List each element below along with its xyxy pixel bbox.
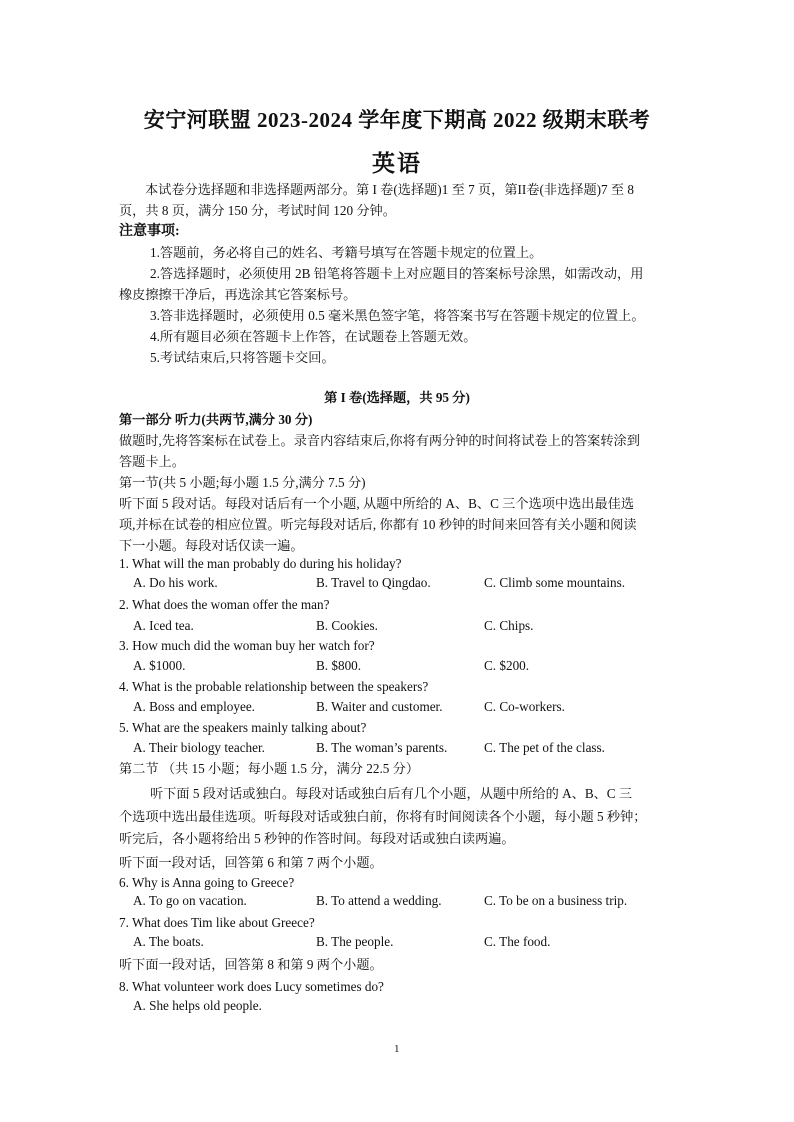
option-c: C. Climb some mountains. bbox=[484, 575, 626, 590]
section1-instruction: 听下面 5 段对话。每段对话后有一个小题, 从题中所给的 A、B、C 三个选项中选出最佳选 bbox=[119, 496, 635, 511]
option-c: C. Chips. bbox=[484, 618, 534, 633]
note-item: 4.所有题目必须在答题卡上作答，在试题卷上答题无效。 bbox=[150, 329, 477, 344]
question-stem: 6. Why is Anna going to Greece? bbox=[119, 875, 295, 890]
section1-instruction: 项,并标在试卷的相应位置。听完每段对话后, 你都有 10 秒钟的时间来回答有关小题和阅读 bbox=[119, 517, 637, 532]
question-stem: 7. What does Tim like about Greece? bbox=[119, 915, 315, 930]
page-number: 1 bbox=[394, 1043, 400, 1055]
option-c: C. The food. bbox=[484, 934, 551, 949]
volume-heading: 第 I 卷(选择题，共 95 分) bbox=[324, 390, 470, 405]
exam-title: 安宁河联盟 2023-2024 学年度下期高 2022 级期末联考 bbox=[143, 108, 651, 132]
subject-title: 英语 bbox=[372, 151, 422, 176]
group-instruction: 听下面一段对话，回答第 6 和第 7 两个小题。 bbox=[119, 855, 383, 870]
group-instruction: 听下面一段对话，回答第 8 和第 9 两个小题。 bbox=[119, 957, 383, 972]
option-b: B. The people. bbox=[316, 934, 394, 949]
option-c: C. To be on a business trip. bbox=[484, 893, 628, 908]
question-stem: 1. What will the man probably do during his holiday? bbox=[119, 556, 402, 571]
question-stem: 5. What are the speakers mainly talking about? bbox=[119, 720, 367, 735]
option-c: C. The pet of the class. bbox=[484, 740, 605, 755]
option-b: B. Cookies. bbox=[316, 618, 378, 633]
option-a: A. $1000. bbox=[133, 658, 186, 673]
option-b: B. To attend a wedding. bbox=[316, 893, 442, 908]
option-b: B. Waiter and customer. bbox=[316, 699, 443, 714]
option-b: B. The woman’s parents. bbox=[316, 740, 448, 755]
option-a: A. Their biology teacher. bbox=[133, 740, 265, 755]
part1-heading: 第一部分 听力(共两节,满分 30 分) bbox=[119, 412, 313, 427]
section1-heading: 第一节(共 5 小题;每小题 1.5 分,满分 7.5 分) bbox=[119, 475, 366, 490]
note-item: 5.考试结束后,只将答题卡交回。 bbox=[150, 350, 335, 365]
note-item: 3.答非选择题时，必须使用 0.5 毫米黑色签字笔，将答案书写在答题卡规定的位置上。 bbox=[150, 308, 645, 323]
option-a: A. She helps old people. bbox=[133, 998, 262, 1013]
section2-instruction: 听完后，各小题将给出 5 秒钟的作答时间。每段对话或独白读两遍。 bbox=[119, 831, 515, 846]
intro-line-2: 页，共 8 页，满分 150 分，考试时间 120 分钟。 bbox=[119, 203, 396, 218]
option-b: B. $800. bbox=[316, 658, 362, 673]
section1-instruction: 下一小题。每段对话仅读一遍。 bbox=[119, 538, 304, 553]
note-item: 2.答选择题时，必须使用 2B 铅笔将答题卡上对应题目的答案标号涂黑，如需改动，用 bbox=[150, 266, 644, 281]
question-stem: 3. How much did the woman buy her watch for? bbox=[119, 638, 375, 653]
part1-instruction: 答题卡上。 bbox=[119, 454, 185, 469]
option-a: A. Boss and employee. bbox=[133, 699, 255, 714]
option-a: A. To go on vacation. bbox=[133, 893, 247, 908]
notes-heading: 注意事项: bbox=[119, 224, 180, 239]
option-a: A. Do his work. bbox=[133, 575, 218, 590]
question-stem: 4. What is the probable relationship between the speakers? bbox=[119, 679, 429, 694]
note-item: 1.答题前，务必将自己的姓名、考籍号填写在答题卡规定的位置上。 bbox=[150, 245, 543, 260]
option-c: C. $200. bbox=[484, 658, 530, 673]
question-stem: 8. What volunteer work does Lucy sometimes do? bbox=[119, 979, 384, 994]
option-b: B. Travel to Qingdao. bbox=[316, 575, 431, 590]
section2-heading: 第二节 （共 15 小题；每小题 1.5 分，满分 22.5 分） bbox=[119, 761, 420, 776]
section2-instruction: 个选项中选出最佳选项。听每段对话或独白前，你将有时间阅读各个小题，每小题 5 秒钟； bbox=[119, 809, 647, 824]
section2-instruction: 听下面 5 段对话或独白。每段对话或独白后有几个小题，从题中所给的 A、B、C 三 bbox=[150, 786, 633, 801]
option-a: A. The boats. bbox=[133, 934, 204, 949]
note-item: 橡皮擦擦干净后，再选涂其它答案标号。 bbox=[119, 287, 357, 302]
question-stem: 2. What does the woman offer the man? bbox=[119, 597, 330, 612]
option-a: A. Iced tea. bbox=[133, 618, 194, 633]
option-c: C. Co-workers. bbox=[484, 699, 565, 714]
intro-line-1: 本试卷分选择题和非选择题两部分。第 I 卷(选择题)1 至 7 页，第II卷(非选择题)7 至 8 bbox=[145, 182, 635, 197]
part1-instruction: 做题时,先将答案标在试卷上。录音内容结束后,你将有两分钟的时间将试卷上的答案转涂到 bbox=[119, 433, 640, 448]
